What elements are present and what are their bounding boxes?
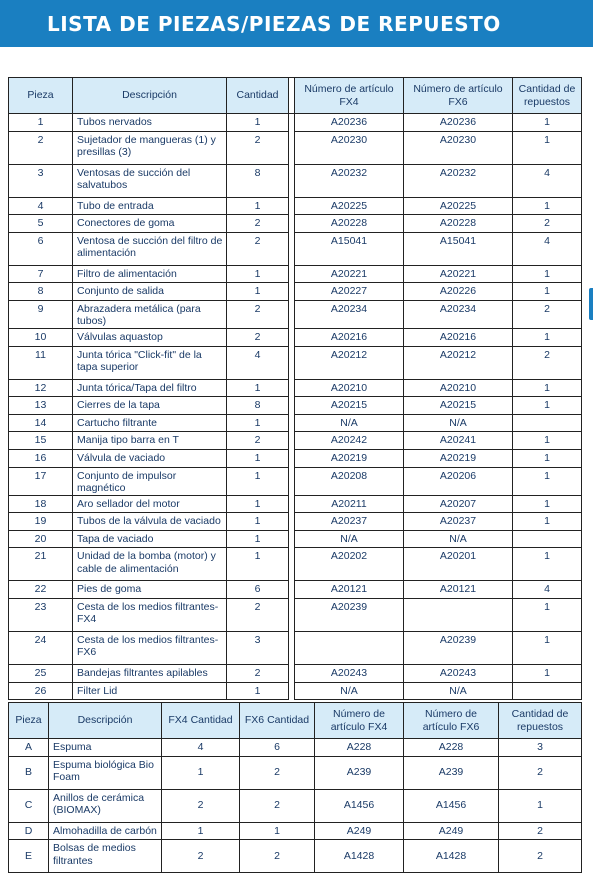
part-quantity: 2 <box>227 300 289 328</box>
part-description: Manija tipo barra en T <box>73 432 227 450</box>
table-row <box>9 664 582 682</box>
table-row <box>9 414 582 432</box>
spare-quantity: 1 <box>513 664 582 682</box>
fx4-article-number: A1456 <box>315 789 404 822</box>
part-description: Aro sellador del motor <box>73 495 227 513</box>
table-row <box>9 449 582 467</box>
part-quantity: 1 <box>227 379 289 397</box>
spare-quantity: 1 <box>513 131 582 164</box>
fx6-article-number: A228 <box>404 739 499 757</box>
spare-quantity: 2 <box>499 840 582 873</box>
part-description: Tapa de vaciado <box>73 530 227 548</box>
media-description: Espuma biológica Bio Foam <box>49 756 162 789</box>
fx6-article-number: A1428 <box>404 840 499 873</box>
part-quantity: 1 <box>227 495 289 513</box>
fx4-article-number: A20216 <box>295 328 404 346</box>
part-number: 15 <box>9 432 73 450</box>
spare-quantity: 2 <box>513 346 582 379</box>
part-description: Cartucho filtrante <box>73 414 227 432</box>
table-row <box>9 739 582 757</box>
spare-quantity: 3 <box>499 739 582 757</box>
fx4-article-number: A239 <box>315 756 404 789</box>
edge-tab-marker <box>589 288 593 320</box>
table-row <box>9 131 582 164</box>
fx4-article-number: A20237 <box>295 513 404 531</box>
fx4-article-number: A20239 <box>295 598 404 631</box>
part-number: 8 <box>9 283 73 301</box>
part-quantity: 1 <box>227 283 289 301</box>
spare-quantity: 4 <box>513 232 582 265</box>
fx4-quantity: 1 <box>162 822 240 840</box>
spare-quantity: 1 <box>513 283 582 301</box>
part-description: Bandejas filtrantes apilables <box>73 664 227 682</box>
fx4-article-number: A20227 <box>295 283 404 301</box>
spare-quantity: 1 <box>513 197 582 215</box>
part-number: 19 <box>9 513 73 531</box>
part-quantity: 2 <box>227 664 289 682</box>
fx4-article-number: A20219 <box>295 449 404 467</box>
fx4-article-number: A20234 <box>295 300 404 328</box>
table-row <box>9 328 582 346</box>
table-row <box>9 840 582 873</box>
fx6-article-number: A20212 <box>404 346 513 379</box>
part-description: Junta tórica/Tapa del filtro <box>73 379 227 397</box>
fx6-article-number: A239 <box>404 756 499 789</box>
table-row <box>9 346 582 379</box>
part-number: 5 <box>9 215 73 233</box>
col-header-descripcion: Descripción <box>49 703 162 739</box>
part-number: 14 <box>9 414 73 432</box>
part-description: Ventosas de succión del salvatubos <box>73 164 227 197</box>
fx4-article-number: A20121 <box>295 581 404 599</box>
part-quantity: 2 <box>227 232 289 265</box>
fx4-article-number: N/A <box>295 682 404 700</box>
spare-quantity: 1 <box>513 397 582 415</box>
fx6-article-number <box>404 598 513 631</box>
part-quantity: 2 <box>227 328 289 346</box>
fx4-article-number: A20242 <box>295 432 404 450</box>
fx4-article-number: A20215 <box>295 397 404 415</box>
title-banner <box>0 0 593 47</box>
table-row <box>9 822 582 840</box>
spare-quantity: 1 <box>513 598 582 631</box>
fx6-article-number: A20210 <box>404 379 513 397</box>
fx6-article-number: A20239 <box>404 631 513 664</box>
part-quantity: 8 <box>227 397 289 415</box>
table-row <box>9 197 582 215</box>
table-row <box>9 631 582 664</box>
media-table-header <box>9 703 582 739</box>
part-quantity: 1 <box>227 530 289 548</box>
fx6-article-number: A20234 <box>404 300 513 328</box>
table-row <box>9 232 582 265</box>
col-header-repuestos: Cantidad de repuestos <box>513 78 582 114</box>
part-number: 12 <box>9 379 73 397</box>
fx4-article-number: A20212 <box>295 346 404 379</box>
part-number: 1 <box>9 114 73 132</box>
part-description: Junta tórica "Click-fit" de la tapa superior <box>73 346 227 379</box>
fx4-article-number: N/A <box>295 414 404 432</box>
fx4-article-number: N/A <box>295 530 404 548</box>
part-number: 4 <box>9 197 73 215</box>
part-quantity: 1 <box>227 467 289 495</box>
col-header-fx4: Número de artículo FX4 <box>295 78 404 114</box>
part-number: 25 <box>9 664 73 682</box>
fx4-article-number: A20228 <box>295 215 404 233</box>
fx6-article-number: A20219 <box>404 449 513 467</box>
fx4-article-number: A20236 <box>295 114 404 132</box>
part-number: 21 <box>9 548 73 581</box>
col-header-fx4: Número de artículo FX4 <box>315 703 404 739</box>
part-quantity: 1 <box>227 548 289 581</box>
part-description: Sujetador de mangueras (1) y presillas (3) <box>73 131 227 164</box>
part-description: Tubos de la válvula de vaciado <box>73 513 227 531</box>
part-quantity: 1 <box>227 197 289 215</box>
part-quantity: 2 <box>227 131 289 164</box>
spare-quantity: 1 <box>513 265 582 283</box>
table-row <box>9 283 582 301</box>
table-row <box>9 114 582 132</box>
fx4-article-number: A20221 <box>295 265 404 283</box>
col-header-descripcion: Descripción <box>73 78 227 114</box>
fx6-article-number: A20236 <box>404 114 513 132</box>
part-number: 23 <box>9 598 73 631</box>
fx6-quantity: 2 <box>240 789 315 822</box>
part-description: Conjunto de salida <box>73 283 227 301</box>
fx6-article-number: A20221 <box>404 265 513 283</box>
media-part-letter: D <box>9 822 49 840</box>
part-number: 18 <box>9 495 73 513</box>
fx4-quantity: 1 <box>162 756 240 789</box>
col-header-cantidad: Cantidad <box>227 78 289 114</box>
part-description: Conjunto de impulsor magnético <box>73 467 227 495</box>
table-row <box>9 513 582 531</box>
table-row <box>9 164 582 197</box>
part-quantity: 2 <box>227 215 289 233</box>
fx6-quantity: 2 <box>240 756 315 789</box>
fx4-quantity: 4 <box>162 739 240 757</box>
part-description: Conectores de goma <box>73 215 227 233</box>
part-description: Válvula de vaciado <box>73 449 227 467</box>
media-part-letter: C <box>9 789 49 822</box>
table-row <box>9 379 582 397</box>
spare-quantity: 2 <box>513 300 582 328</box>
col-header-repuestos: Cantidad de repuestos <box>499 703 582 739</box>
table-row <box>9 300 582 328</box>
part-number: 2 <box>9 131 73 164</box>
parts-table <box>8 77 582 700</box>
fx6-article-number: A20241 <box>404 432 513 450</box>
media-description: Almohadilla de carbón <box>49 822 162 840</box>
table-row <box>9 432 582 450</box>
spare-quantity: 2 <box>513 215 582 233</box>
fx6-article-number: A249 <box>404 822 499 840</box>
spare-quantity: 4 <box>513 581 582 599</box>
fx6-article-number: A20232 <box>404 164 513 197</box>
fx4-article-number: A20202 <box>295 548 404 581</box>
fx4-article-number: A20232 <box>295 164 404 197</box>
fx4-article-number: A20230 <box>295 131 404 164</box>
part-description: Cierres de la tapa <box>73 397 227 415</box>
part-number: 17 <box>9 467 73 495</box>
fx6-article-number: A20226 <box>404 283 513 301</box>
spare-quantity <box>513 682 582 700</box>
fx6-article-number: N/A <box>404 414 513 432</box>
part-number: 22 <box>9 581 73 599</box>
table-row <box>9 581 582 599</box>
table-row <box>9 789 582 822</box>
part-number: 11 <box>9 346 73 379</box>
table-row <box>9 548 582 581</box>
col-header-fx6: Número de artículo FX6 <box>404 703 499 739</box>
part-description: Tubo de entrada <box>73 197 227 215</box>
fx4-quantity: 2 <box>162 789 240 822</box>
fx4-article-number: A1428 <box>315 840 404 873</box>
part-number: 16 <box>9 449 73 467</box>
table-row <box>9 495 582 513</box>
table-row <box>9 397 582 415</box>
fx6-quantity: 2 <box>240 840 315 873</box>
part-number: 6 <box>9 232 73 265</box>
spare-quantity: 1 <box>513 631 582 664</box>
part-description: Ventosa de succión del filtro de alimentación <box>73 232 227 265</box>
fx6-article-number: A15041 <box>404 232 513 265</box>
fx6-quantity: 6 <box>240 739 315 757</box>
spare-quantity: 1 <box>513 548 582 581</box>
fx6-quantity: 1 <box>240 822 315 840</box>
part-quantity: 8 <box>227 164 289 197</box>
col-header-pieza: Pieza <box>9 78 73 114</box>
part-quantity: 1 <box>227 513 289 531</box>
part-description: Válvulas aquastop <box>73 328 227 346</box>
spare-quantity <box>513 414 582 432</box>
fx6-article-number: A20243 <box>404 664 513 682</box>
part-description: Filter Lid <box>73 682 227 700</box>
part-number: 24 <box>9 631 73 664</box>
fx4-article-number: A20208 <box>295 467 404 495</box>
table-row <box>9 265 582 283</box>
parts-table-header <box>9 78 582 114</box>
fx6-article-number: N/A <box>404 530 513 548</box>
part-quantity: 4 <box>227 346 289 379</box>
part-number: 7 <box>9 265 73 283</box>
part-description: Cesta de los medios filtrantes-FX4 <box>73 598 227 631</box>
media-part-letter: B <box>9 756 49 789</box>
part-description: Tubos nervados <box>73 114 227 132</box>
fx6-article-number: A20215 <box>404 397 513 415</box>
page-title: LISTA DE PIEZAS/PIEZAS DE REPUESTO <box>47 11 501 36</box>
fx6-article-number: A20201 <box>404 548 513 581</box>
fx4-article-number <box>295 631 404 664</box>
fx6-article-number: A20216 <box>404 328 513 346</box>
col-header-pieza: Pieza <box>9 703 49 739</box>
spare-quantity: 2 <box>499 822 582 840</box>
fx4-article-number: A20211 <box>295 495 404 513</box>
fx6-article-number: A20207 <box>404 495 513 513</box>
part-quantity: 1 <box>227 682 289 700</box>
part-quantity: 3 <box>227 631 289 664</box>
col-header-fx6-cantidad: FX6 Cantidad <box>240 703 315 739</box>
spare-quantity: 4 <box>513 164 582 197</box>
spare-quantity: 1 <box>513 495 582 513</box>
media-description: Anillos de cerámica (BIOMAX) <box>49 789 162 822</box>
spare-quantity: 1 <box>513 114 582 132</box>
part-quantity: 2 <box>227 432 289 450</box>
fx4-article-number: A20210 <box>295 379 404 397</box>
part-quantity: 1 <box>227 449 289 467</box>
part-description: Abrazadera metálica (para tubos) <box>73 300 227 328</box>
spare-quantity <box>513 530 582 548</box>
table-row <box>9 756 582 789</box>
fx6-article-number: A20225 <box>404 197 513 215</box>
part-number: 20 <box>9 530 73 548</box>
spare-quantity: 2 <box>499 756 582 789</box>
fx6-article-number: N/A <box>404 682 513 700</box>
fx4-article-number: A20243 <box>295 664 404 682</box>
part-description: Unidad de la bomba (motor) y cable de alimentación <box>73 548 227 581</box>
col-header-fx6: Número de artículo FX6 <box>404 78 513 114</box>
media-part-letter: E <box>9 840 49 873</box>
part-description: Filtro de alimentación <box>73 265 227 283</box>
spare-quantity: 1 <box>513 432 582 450</box>
part-number: 10 <box>9 328 73 346</box>
part-quantity: 6 <box>227 581 289 599</box>
part-quantity: 1 <box>227 265 289 283</box>
part-quantity: 1 <box>227 414 289 432</box>
fx4-article-number: A20225 <box>295 197 404 215</box>
spare-quantity: 1 <box>513 328 582 346</box>
spare-quantity: 1 <box>513 513 582 531</box>
table-row <box>9 215 582 233</box>
table-row <box>9 682 582 700</box>
fx4-article-number: A249 <box>315 822 404 840</box>
fx4-quantity: 2 <box>162 840 240 873</box>
part-description: Pies de goma <box>73 581 227 599</box>
fx6-article-number: A20121 <box>404 581 513 599</box>
spare-quantity: 1 <box>513 449 582 467</box>
table-row <box>9 467 582 495</box>
spare-quantity: 1 <box>513 467 582 495</box>
spare-quantity: 1 <box>499 789 582 822</box>
media-part-letter: A <box>9 739 49 757</box>
part-description: Cesta de los medios filtrantes-FX6 <box>73 631 227 664</box>
part-quantity: 2 <box>227 598 289 631</box>
media-description: Bolsas de medios filtrantes <box>49 840 162 873</box>
part-number: 9 <box>9 300 73 328</box>
part-number: 26 <box>9 682 73 700</box>
part-number: 13 <box>9 397 73 415</box>
media-table <box>8 702 582 873</box>
fx6-article-number: A20230 <box>404 131 513 164</box>
col-header-fx4-cantidad: FX4 Cantidad <box>162 703 240 739</box>
table-row <box>9 598 582 631</box>
fx4-article-number: A15041 <box>295 232 404 265</box>
part-number: 3 <box>9 164 73 197</box>
part-quantity: 1 <box>227 114 289 132</box>
media-description: Espuma <box>49 739 162 757</box>
fx6-article-number: A20228 <box>404 215 513 233</box>
fx6-article-number: A1456 <box>404 789 499 822</box>
table-row <box>9 530 582 548</box>
fx4-article-number: A228 <box>315 739 404 757</box>
fx6-article-number: A20206 <box>404 467 513 495</box>
fx6-article-number: A20237 <box>404 513 513 531</box>
spare-quantity: 1 <box>513 379 582 397</box>
